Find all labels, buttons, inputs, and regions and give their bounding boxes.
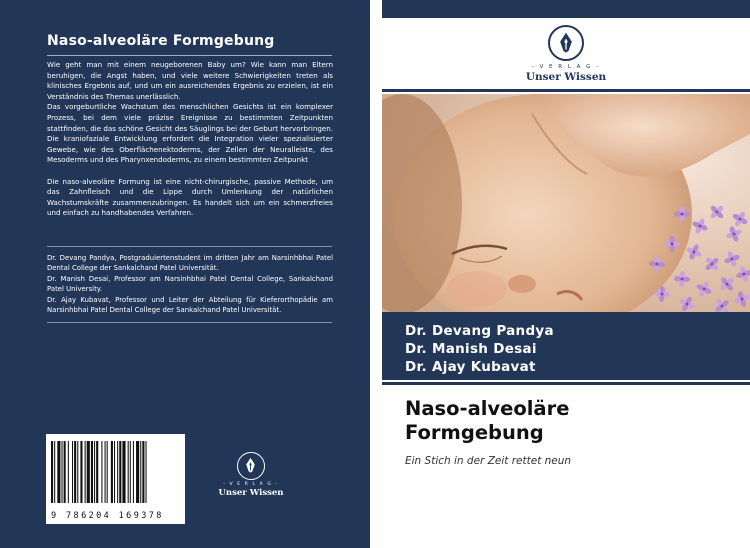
author-bio: Dr. Ajay Kubavat, Professor und Leiter der Abteilung für Kieferorthopädie am Narsinhbhai Patel Dental College der Sankalchand Patel Universität.	[47, 295, 333, 315]
front-cover	[382, 0, 750, 548]
back-title-divider	[47, 55, 332, 56]
bio-divider-top	[47, 246, 332, 247]
authors-band	[382, 312, 750, 380]
author-bio: Dr. Devang Pandya, Postgraduiertenstudent im dritten Jahr am Narsinhbhai Patel Dental College der Sankalchand Patel Universität.	[47, 254, 333, 273]
book-title-line: Formgebung	[405, 421, 544, 444]
back-title: Naso-alveoläre Formgebung	[47, 33, 275, 49]
spine	[370, 0, 382, 548]
back-cover	[0, 0, 370, 548]
publisher-verlag: - V E R L A G -	[531, 64, 601, 70]
author-bio: Dr. Manish Desai, Professor am Narsinhbhai Patel Dental College, Sankalchand Patel University.	[47, 274, 333, 294]
author-name: Dr. Manish Desai	[405, 341, 537, 357]
pen-nib-icon	[548, 25, 584, 61]
blurb-paragraph: Die naso-alveoläre Formung ist eine nicht-chirurgische, passive Methode, um das Zahnfleisch und die Lippe durch Umlenkung der natürlichen Wachstumskräfte zusammenzubringen. Es handelt sich um ein schmerzfreies und einfach zu handhabendes Verfahren.	[47, 176, 333, 218]
isbn-number: 9 786204 169378	[51, 511, 164, 521]
blurb-paragraph: Wie geht man mit einem neugeborenen Baby um? Wie kann man Eltern beruhigen, die Angst haben, und viele weitere Schwierigkeiten treten als klinisches Ergebnis auf, und um ein ausreichendes Ergebnis zu erzielen, ist ein Verständnis des Themas unerlässlich.	[47, 60, 333, 101]
barcode-bars	[47, 435, 184, 509]
bio-divider-bottom	[47, 322, 332, 323]
author-name: Dr. Devang Pandya	[405, 323, 554, 339]
book-title-line: Naso-alveoläre	[405, 397, 570, 420]
blurb-paragraph: Das vorgeburtliche Wachstum des menschlichen Gesichts ist ein komplexer Prozess, bei dem viele präzise Ereignisse zu bestimmten Zeitpunkten stattfinden, die das schöne Gesicht des Säuglings bei der Geburt hervorbringen. Die kraniofaziale Entwicklung erfordert die Integration vieler spezialisierter Gewebe, wie des Oberflächenektoderms, der Zellen der Neuralleiste, des Mesoderms und des Pharynxendoderms, zu einem bestimmten Zeitpunkt	[47, 102, 333, 165]
publisher-verlag: - V E R L A G -	[223, 482, 279, 487]
book-subtitle: Ein Stich in der Zeit rettet neun	[405, 455, 572, 467]
back-blurb	[47, 60, 333, 219]
pen-nib-icon	[237, 452, 265, 480]
publisher-name: Unser Wissen	[218, 488, 284, 498]
front-divider	[382, 89, 750, 92]
book-title	[405, 397, 735, 445]
author-name: Dr. Ajay Kubavat	[405, 359, 536, 375]
publisher-name: Unser Wissen	[525, 71, 607, 83]
front-divider-lower	[382, 382, 750, 385]
isbn-barcode	[46, 434, 185, 524]
back-publisher-logo	[216, 452, 286, 504]
cover-photo-sleeping-baby	[382, 94, 750, 312]
author-list	[405, 322, 554, 376]
front-top-band	[382, 0, 750, 18]
front-publisher-logo	[517, 25, 615, 87]
author-bios	[47, 253, 333, 315]
